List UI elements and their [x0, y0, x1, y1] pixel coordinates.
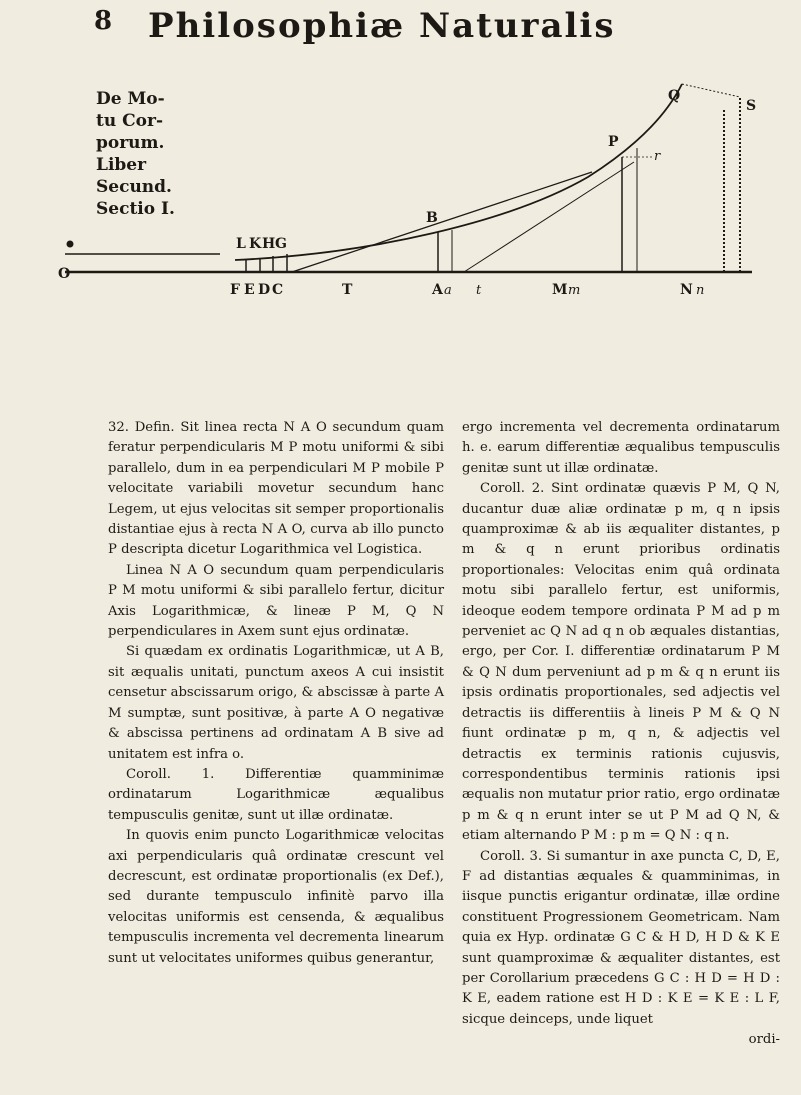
paragraph-corollary-2: Coroll. 2. Sint ordinatæ quævis P M, Q N, ducantur duæ aliæ ordinatæ p m, q n ipsis quamproximæ & ab iis æqualiter distantes, p m & q n erunt prioribus ordinatis proportionales: Velocitas enim quâ ordinata motu sibi parallelo fertur, est uniformis, ideoque eodem tempore ordinata P M ad p m perveniet ac Q N ad q n ob æquales distantias, ergo, per Cor. I. differentiæ ordinatarum P M & Q N dum perveniunt ad p m & q n erunt iis ipsis ordinatis proportionales, sed adjectis vel detractis iis differentiis à lineis P M & Q N fiunt ordinatæ p m, q n, & adjectis vel detractis ex terminis rationis cujusvis, correspondentibus terminis rationis ipsi æqualis non mutatur prior ratio, ergo ordinatæ p m & q n erunt inter se ut P M ad Q N, & etiam alternando P M : p m = Q N : q n. [462, 481, 780, 844]
logarithmic-curve [235, 84, 682, 260]
margin-note-line: Secund. [96, 177, 172, 197]
paragraph-proof-1: In quovis enim puncto Logarithmicæ velocitas axi perpendicularis quâ ordinatæ crescunt vel decrescunt, est ordinatæ proportionalis (ex Def.), sed durante tempusculo infinitè parvo illa velocitas uniformis est censenda, & æqualibus tempusculis incrementa vel decrementa linearum sunt ut velocitates uniformes quibus generantur, [108, 828, 444, 966]
label-n: N [680, 282, 693, 298]
label-t-small: t [476, 283, 482, 298]
paragraph-continuation: ergo incrementa vel decrementa ordinatarum h. e. earum differentiæ æqualibus tempusculis genitæ sunt ut illæ ordinatæ. [462, 420, 780, 476]
page-number: 8 [94, 6, 113, 36]
label-m: M [552, 282, 568, 298]
margin-note-line: Liber [96, 155, 147, 175]
label-n-small: n [696, 283, 705, 298]
top-connector [682, 84, 740, 97]
tangent-line [292, 172, 592, 272]
label-d: D [258, 282, 271, 298]
label-f: F [230, 282, 240, 298]
label-p: P [608, 134, 619, 150]
label-g: G [275, 236, 287, 252]
label-t-upper: T [342, 282, 353, 298]
label-s: S [746, 98, 757, 114]
paragraph-origin: Si quædam ex ordinatis Logarithmicæ, ut A B, sit æqualis unitati, punctum axeos A cui insistit censetur abscissarum origo, & abscissæ à parte A M sumptæ, sunt positivæ, à parte A O negativæ & abscissa pertinens ad ordinatam A B sive ad unitatem est infra o. [108, 644, 444, 762]
label-e: E [244, 282, 255, 298]
point-o [67, 241, 74, 248]
label-c: C [272, 282, 284, 298]
paragraph-corollary-1: Coroll. 1. Differentiæ quamminimæ ordinatarum Logarithmicæ æqualibus tempusculis genitæ, sunt ut illæ ordinatæ. [108, 766, 444, 823]
margin-note-line: De Mo- [96, 89, 165, 109]
paragraph-corollary-3: Coroll. 3. Si sumantur in axe puncta C, D, E, F ad distantias æquales & quamminimas, in iisque punctis erigantur ordinatæ, illæ ordine constituent Progressionem Geometricam. Nam quia ex Hyp. ordinatæ G C & H D, H D & K E sunt quamproximæ & æqualiter distantes, est per Corollarium præcedens G C : H D = H D : K E, eadem ratione est H D : K E = K E : L F, sicque deinceps, unde liquet [462, 848, 780, 1027]
paragraph-axis: Linea N A O secundum quam perpendicularis P M motu uniformi & sibi parallelo fertur, dicitur Axis Logarithmicæ, & lineæ P M, Q N perpendiculares in Axem sunt ejus ordinatæ. [108, 562, 444, 640]
label-a: A [432, 282, 443, 298]
label-o-axis: O [58, 266, 71, 282]
logarithmic-curve-figure [40, 82, 760, 412]
margin-note-line: tu Cor- [96, 111, 164, 131]
label-q: Q [668, 88, 681, 104]
catchword: ordi- [748, 1032, 780, 1048]
figure-svg [40, 82, 760, 412]
label-a-small: a [444, 283, 452, 298]
oblique-line [464, 162, 634, 272]
left-column [108, 418, 444, 969]
label-r: r [654, 149, 661, 164]
label-k: K [249, 236, 262, 252]
label-h: H [262, 236, 276, 252]
right-column [462, 418, 780, 1051]
label-l: L [236, 236, 246, 252]
label-m-small: m [568, 283, 581, 298]
margin-note-line: porum. [96, 133, 165, 153]
running-title: Philosophiæ Naturalis [148, 6, 616, 46]
paragraph-definition: 32. Defin. Sit linea recta N A O secundum quam feratur perpendicularis M P motu uniformi & sibi parallelo, dum in ea perpendiculari M P mobile P velocitate variabili movetur secundum hanc Legem, ut ejus velocitas sit semper proportionalis distantiae ejus à recta N A O, curva ab illo puncto P descripta dicetur Logarithmica vel Logistica. [108, 420, 444, 558]
label-b: B [426, 210, 438, 226]
margin-note-line: Sectio I. [96, 199, 175, 219]
